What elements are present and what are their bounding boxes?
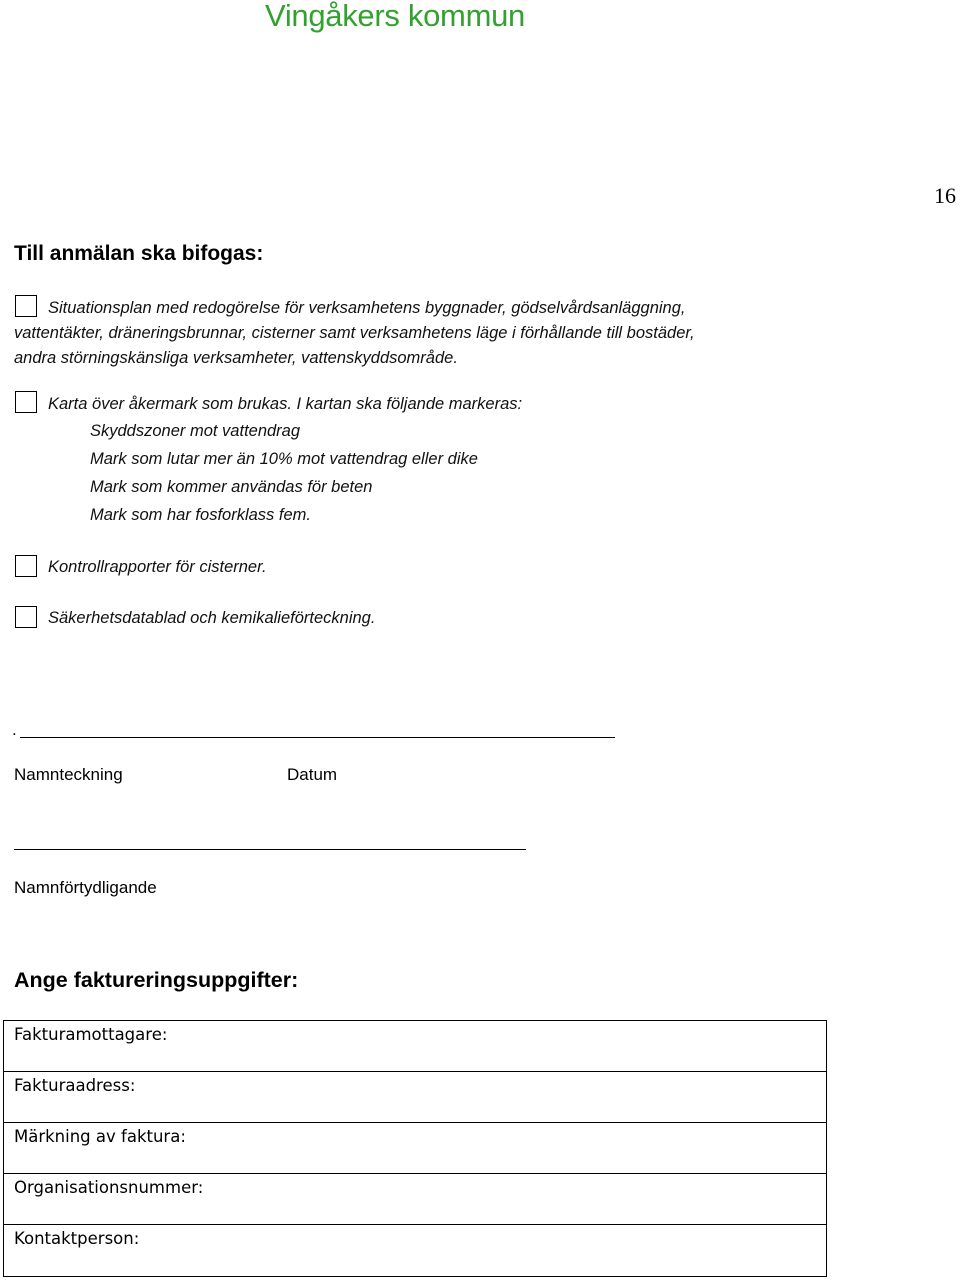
checkbox-kontrollrapporter[interactable] [15,555,37,577]
signature-line-prefix: . [12,720,17,739]
page-number: 16 [934,183,956,208]
signature-date-line[interactable] [20,737,615,738]
invoice-field-fakturamottagare[interactable] [4,1021,826,1072]
invoice-field-fakturaadress[interactable] [4,1072,826,1123]
field-label: Organisationsnummer: [14,1178,204,1197]
attachment-item-karta: Karta över åkermark som brukas. I kartan ska följande markeras: [48,395,523,413]
name-clarification-line[interactable] [14,849,526,850]
map-marking-item: Skyddszoner mot vattendrag [90,422,301,440]
item-line: andra störningskänsliga verksamheter, vattenskyddsområde. [14,349,458,367]
municipality-name: Vingåkers kommun [265,0,525,33]
attachment-item-situationsplan [14,296,914,371]
attachment-item-kontrollrapporter: Kontrollrapporter för cisterner. [48,558,267,576]
map-marking-item: Mark som lutar mer än 10% mot vattendrag eller dike [90,450,478,468]
field-label: Kontaktperson: [14,1229,140,1248]
item-line: Situationsplan med redogörelse för verksamhetens byggnader, gödselvårdsanläggning, [48,299,686,317]
item-line: vattentäkter, dräneringsbrunnar, cisterner samt verksamhetens läge i förhållande till bostäder, [14,324,695,342]
map-marking-item: Mark som kommer användas för beten [90,478,373,496]
invoice-field-kontaktperson[interactable] [4,1225,826,1276]
invoice-field-organisationsnummer[interactable] [4,1174,826,1225]
field-label: Fakturaadress: [14,1076,136,1095]
invoice-field-markning[interactable] [4,1123,826,1174]
attachment-item-sakerhetsdatablad: Säkerhetsdatablad och kemikalieförteckning. [48,609,376,627]
name-clarification-label: Namnförtydligande [14,878,157,897]
field-label: Fakturamottagare: [14,1025,168,1044]
map-marking-item: Mark som har fosforklass fem. [90,506,311,524]
checkbox-sakerhetsdatablad[interactable] [15,606,37,628]
attachments-heading: Till anmälan ska bifogas: [14,242,264,265]
invoice-table [3,1020,827,1277]
checkbox-karta[interactable] [15,391,37,413]
invoice-heading: Ange faktureringsuppgifter: [14,968,299,992]
date-label: Datum [287,765,338,784]
field-label: Märkning av faktura: [14,1127,186,1146]
signature-label: Namnteckning [14,765,123,784]
